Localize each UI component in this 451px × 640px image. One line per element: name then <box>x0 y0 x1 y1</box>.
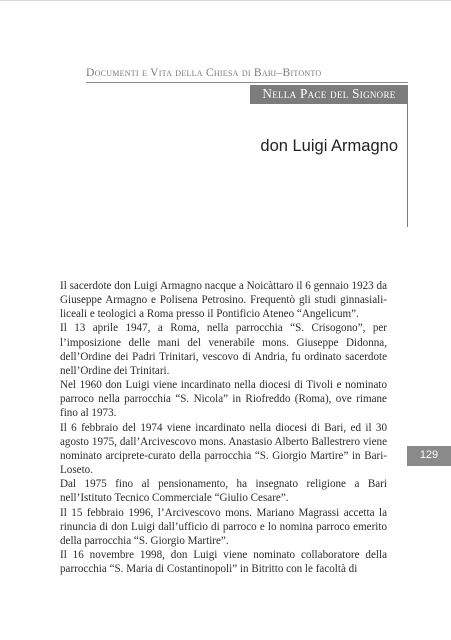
paragraph: Il 13 aprile 1947, a Roma, nella parrocchia “S. Crisogono”, per l’imposizione delle mani del venerabile mons. Giuseppe Didonna, dell’Ordine dei Padri Trinitari, vescovo di Andria, fu ordinato sacerdote nell’Ordine dei Trinitari. <box>60 322 387 377</box>
paragraph: Il 6 febbraio del 1974 viene incardinato nella diocesi di Bari, ed il 30 agosto 1975, dall’Arcivescovo mons. Anastasio Alberto Ballestrero viene nominato arciprete-curato della parrocchia “S. Giorgio Martire” in Bari-Loseto. <box>60 421 387 477</box>
page-number: 129 <box>419 449 439 461</box>
article-title: don Luigi Armagno <box>260 137 398 155</box>
paragraph: Nel 1960 don Luigi viene incardinato nella diocesi di Tivoli e nominato parroco nella parrocchia “S. Nicola” in Riofreddo (Roma), ove rimane fino al 1973. <box>60 379 387 420</box>
section-title: Nella Pace del Signore <box>262 86 396 101</box>
paragraph: Dal 1975 fino al pensionamento, ha insegnato religione a Bari nell’Istituto Tecnico Commerciale “Giulio Cesare”. <box>60 478 387 505</box>
paragraph: Il sacerdote don Luigi Armagno nacque a Noicàttaro il 6 gennaio 1923 da Giuseppe Armagno e Polisena Petrosino. Frequentò gli studi ginnasiali-liceali e teologici a Roma presso il Pontificio Ateneo “Angelicum”. <box>60 280 387 321</box>
series-title: Documenti e Vita della Chiesa di Bari–Bitonto <box>86 66 322 79</box>
article-body <box>60 279 387 576</box>
section-side-rule <box>407 103 408 227</box>
page-top-edge <box>0 0 451 1</box>
paragraph: Il 15 febbraio 1996, l’Arcivescovo mons. Mariano Magrassi accetta la rinuncia di don Luigi dall’ufficio di parroco e lo nomina parroco emerito della parrocchia “S. Giorgio Martire”. <box>60 506 387 547</box>
paragraph: Il 16 novembre 1998, don Luigi viene nominato collaboratore della parrocchia “S. Maria di Costantinopoli” in Bitritto con le facoltà di <box>60 548 387 576</box>
header-divider <box>86 82 408 83</box>
